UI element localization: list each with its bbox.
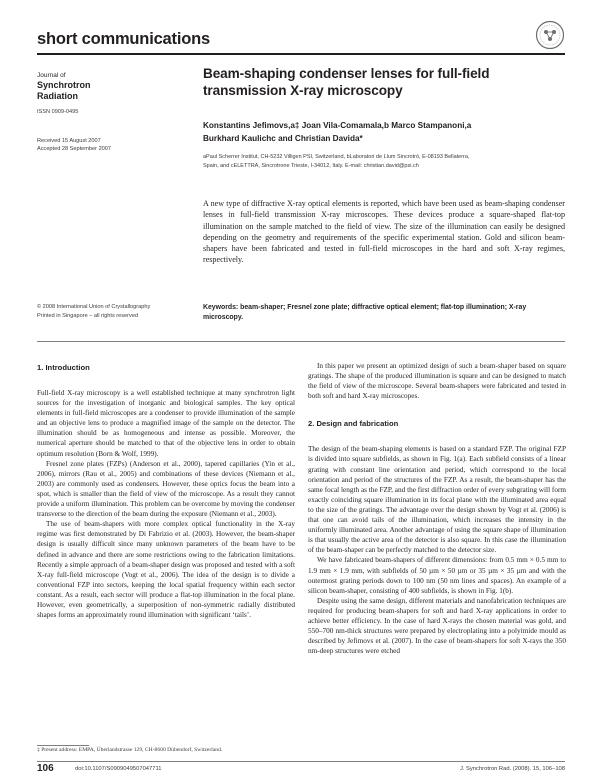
affiliation-line2: Spain, and cELETTRA, Sincrotrone Trieste, I-34012, Italy. E-mail: christian.david@psi.ch bbox=[203, 162, 419, 169]
footnote: ‡ Present address: EMPA, Überlandstrasse 129, CH-8600 Dübendorf, Switzerland. bbox=[37, 747, 223, 753]
intro-paragraph-2: Fresnel zone plates (FZPs) (Anderson et al., 2000), tapered capillaries (Yin et al., 2006), mirrors (Rau et al., 2005) and combinations of these devices (Niemann et al., 2003) are commonly used as condensers. However, these optics focus the beam into a spot, which is smaller than the field of view of the microscope. As a result they cannot provide a uniform illumination. This problem can be overcome by moving the condenser transverse to the direction of the beam during the exposure (Niemann et al., 2003). bbox=[37, 459, 295, 519]
authors-line1: Konstantins Jefimovs,a‡ Joan Vila-Comamala,b Marco Stampanoni,a bbox=[203, 121, 472, 130]
author-list bbox=[203, 120, 565, 145]
copyright-line1: © 2008 International Union of Crystallography bbox=[37, 304, 151, 310]
journal-citation: J. Synchrotron Rad. (2008). 15, 106–108 bbox=[459, 766, 565, 772]
accepted-date: Accepted 28 September 2007 bbox=[37, 146, 112, 152]
journal-issn: ISSN 0909-0495 bbox=[37, 109, 79, 115]
copyright-line2: Printed in Singapore – all rights reserved bbox=[37, 312, 139, 319]
column-right bbox=[308, 361, 566, 656]
intro-paragraph-3: The use of beam-shapers with more complex optical functionality in the X-ray regime was first demonstrated by Di Fabrizio et al. (2003). However, the beam-shaper design is usually difficult since many unknown parameters of the beam have to be defined in advance and there are some restrictions owing to the fabrication limitations. Recently a simple approach of a beam-shaper design was proposed and tested with a soft X-ray full-field microscope (Vogt et al., 2006). The idea of the design is to divide a conventional FZP into sectors, keeping the local spatial frequency within each sector constant. As a result, each sector will produce a flat-top illumination in the focal plane. However, even geometrically, a superposition of non-symmetric radially distributed shapes forms an approximately round illumination with significant ‘tails’. bbox=[37, 520, 295, 620]
column-left bbox=[37, 363, 295, 620]
journal-name-line2: Radiation bbox=[37, 91, 79, 101]
section-label: short communications bbox=[37, 30, 210, 48]
design-paragraph-3: Despite using the same design, different materials and nanofabrication techniques are required for producing beam-shapers for soft and hard X-ray applications in order to achieve better efficiency. In the case of hard X-rays the chosen material was gold, and 550–700 nm-thick structures were prepared by electroplating into a polyimide mould as described by Jefimovs et al. (2007). In the case of beam-shapers for soft X-rays the 350 nm-deep structures were etched bbox=[308, 596, 566, 656]
iucr-logo-icon bbox=[535, 20, 565, 50]
abstract: A new type of diffractive X-ray optical elements is reported, which have been used as beam-shaping condenser lenses in full-field transmission X-ray microscopes. These devices produce a square-shaped flat-top illumination on the sample matched to the field of view. The size of the illumination can easily be designed depending on the geometry and requirements of the specific experimental station. Gold and silicon beam-shapers have been fabricated and tested in full-field microscopes in the hard and soft X-ray regimes, respectively. bbox=[203, 199, 565, 265]
journal-block bbox=[37, 72, 157, 116]
authors-line2: Burkhard Kaulichc and Christian Davida* bbox=[203, 133, 363, 143]
header-rule bbox=[37, 53, 565, 55]
copyright bbox=[37, 303, 150, 320]
right-paragraph-1: In this paper we present an optimized design of such a beam-shaper based on square gratings. The shape of the produced illumination is square and can be designed to match the field of view of the microscope. Several beam-shapers were fabricated and tested in both soft and hard X-ray microscopes. bbox=[308, 362, 566, 401]
footnote-rule bbox=[37, 745, 89, 746]
article-dates bbox=[37, 137, 111, 153]
abstract-rule bbox=[37, 341, 565, 342]
footer-rule bbox=[37, 761, 565, 762]
keywords: Keywords: beam-shaper; Fresnel zone plate; diffractive optical element; flat-top illumination; X-ray microscopy. bbox=[203, 304, 527, 321]
journal-of: Journal of bbox=[37, 72, 66, 79]
journal-name-line1: Synchrotron bbox=[37, 80, 91, 90]
design-paragraph-2: We have fabricated beam-shapers of different dimensions: from 0.5 mm × 0.5 mm to 1.9 mm × 1.9 mm, with subfields of 50 µm × 50 µm or 35 µm × 35 µm and with the outermost grating periods down to 100 nm (50 nm lines and spaces). An example of a silicon beam-shaper, consisting of 400 subfields, is shown in Fig. 1(b). bbox=[308, 556, 566, 595]
introduction-heading: 1. Introduction bbox=[37, 363, 90, 372]
page-number: 106 bbox=[37, 763, 54, 774]
affiliation-line1: aPaul Scherrer Institut, CH-5232 Villigen PSI, Switzerland, bLaboratori de Llum Sincrotró, E-08193 Bellaterra, bbox=[203, 154, 470, 160]
design-paragraph-1: The design of the beam-shaping elements is based on a standard FZP. The original FZP is divided into square subfields, as shown in Fig. 1(a). Each subfield consists of a linear grating with constant line orientation and period, which correspond to the local orientation and period of the structures of the FZP. As a result, the beam-shaper has the same focal length as the FZP, and the first diffraction order of every subgrating will form exactly coinciding square illumination in its focal plane with the illuminated area equal to the size of the gratings. The advantage over the design shown by Vogt et al. (2006) is that one can avoid tails of the illumination, which increases the intensity in the uniformly illuminated area. Another advantage of using the square shape of illumination is that usually the active area of the detector is also square. In this case the illumination of the beam-shaper can be perfectly matched to the detector size. bbox=[308, 445, 566, 555]
intro-paragraph-1: Full-field X-ray microscopy is a well established technique at many synchrotron light sources for the investigation of inorganic and biological samples. The key optical elements in full-field microscopes are a condenser to provide illumination of the sample and an objective lens to produce a magnified image of the sample on the detector. The illumination should be as homogeneous and intense as possible. Moreover, the numerical aperture should be matched to that of the objective lens in order to obtain optimum resolution (Born & Wolf, 1999). bbox=[37, 389, 295, 458]
affiliations bbox=[203, 153, 565, 170]
received-date: Received 15 August 2007 bbox=[37, 138, 101, 144]
doi: doi:10.1107/S0909049507047711 bbox=[75, 766, 162, 772]
article-title: Beam-shaping condenser lenses for full-field transmission X-ray microscopy bbox=[203, 66, 490, 98]
design-heading: 2. Design and fabrication bbox=[308, 419, 399, 429]
